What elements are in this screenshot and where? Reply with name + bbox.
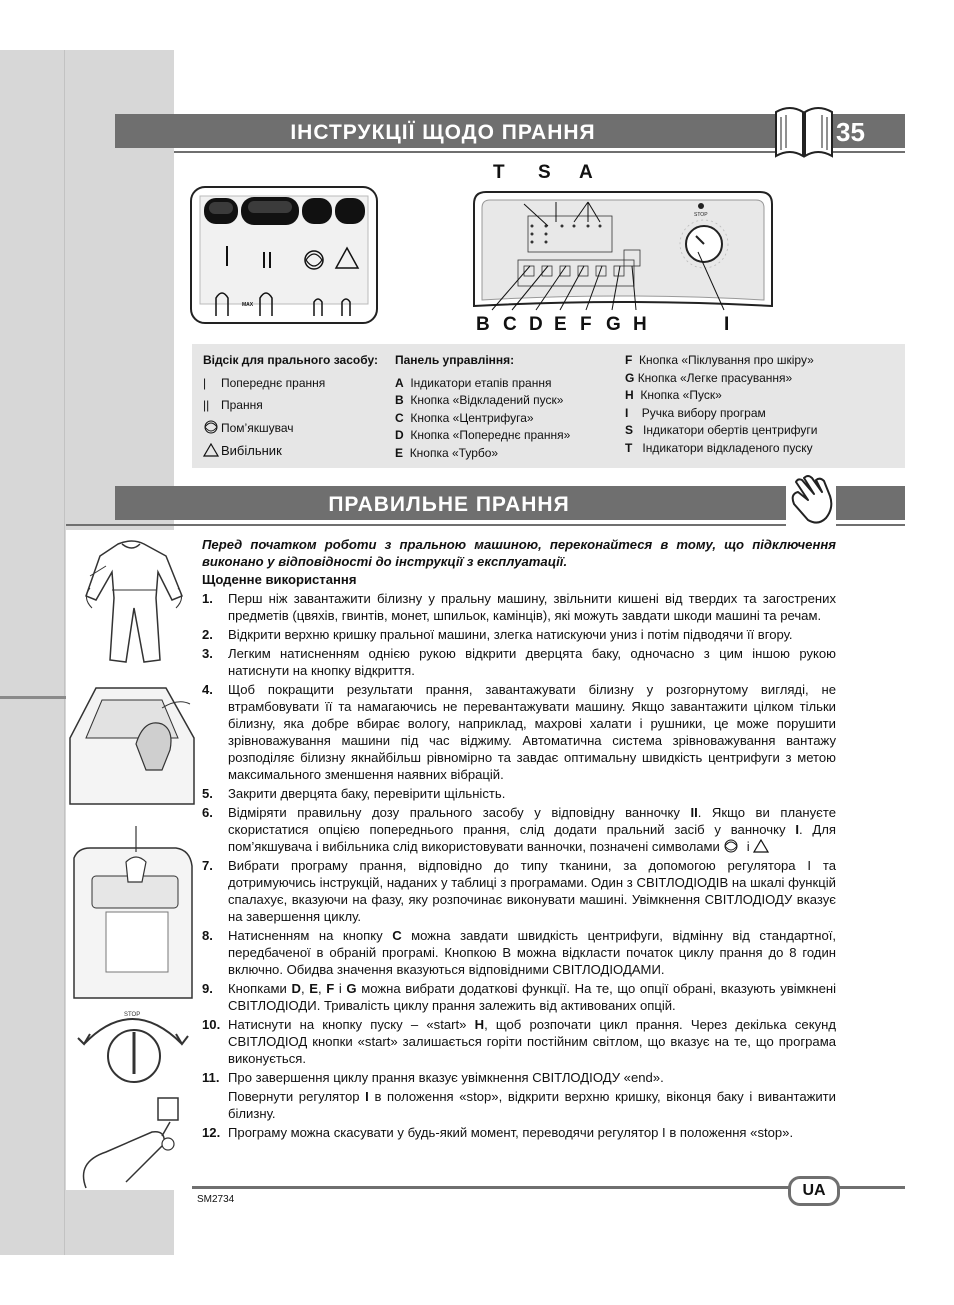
legend-prewash: | Попереднє прання: [203, 375, 326, 390]
legend-item-h: H Кнопка «Пуск»: [625, 388, 722, 402]
label-a: A: [579, 162, 593, 183]
list-item: 1. Перш ніж завантажити білизну у пральну машину, звільнити кишені від твердих та загострених предметів (цвяхів, гвинтів, монет, шпильок, камінців), які можуть завдати шкоди машині та речам.: [202, 591, 836, 623]
list-item: 2. Відкрити верхню кришку пральної машини, злегка натискуючи униз і потім підводячи її вгору.: [202, 627, 793, 642]
language-badge: UA: [788, 1176, 840, 1206]
page-number: 35: [836, 117, 865, 147]
legend-detergent: [203, 352, 393, 460]
label-b: B: [476, 314, 490, 335]
start-button-illustration: [66, 1092, 198, 1192]
legend-item-d: D Кнопка «Попереднє прання»: [395, 428, 571, 442]
list-item: 3. Легким натисненням однією рукою відкрити дверцята баку, одночасно з цим іншою рукою натиснути на кнопку відкриття.: [202, 646, 836, 678]
legend-item-b: B Кнопка «Відкладений пуск»: [395, 393, 564, 407]
list-item: 8. Натисненням на кнопку C можна завдати швидкість центрифуги, відмінну від стандартної, передбаченої в обраній програмі. Кнопкою B можна відкласти початок циклу прання до 8 годин включно. Обидва значення вказуються відповідними СВІТЛОДІОДАМИ.: [202, 928, 837, 977]
label-d: D: [529, 314, 543, 335]
section-title-proper-wash: ПРАВИЛЬНЕ ПРАННЯ: [115, 486, 783, 520]
detergent-drawer-illustration: [66, 822, 198, 1002]
list-item: 11. Про завершення циклу прання вказує увімкнення СВІТЛОДІОДУ «end». Повернути регулятор I в положення «stop», відкрити верхню кришку, віконця баку і вивантажити білизну.: [202, 1070, 836, 1121]
label-e: E: [554, 314, 567, 335]
legend-softener: Пом’якшувач: [203, 420, 393, 438]
stop-mark: STOP: [694, 212, 708, 218]
bleach-triangle-icon: [203, 443, 219, 457]
band-notch: [0, 696, 66, 699]
label-g: G: [606, 314, 621, 335]
control-panel-diagram: [470, 186, 776, 314]
label-t: T: [493, 162, 505, 183]
hand-icon: [786, 474, 836, 528]
svg-text:MAX: MAX: [242, 302, 254, 308]
list-item: 7. Вибрати програму прання, відповідно до типу тканини, за допомогою регулятора I та дотримуючись інструкцій, наданих у таблиці з програмами. Один з СВІТЛОДІОДІВ на шкалі функцій спалахує, вказуючи на фазу, яку розпочинає виконувати машині. Увімкнення СВІТЛОДІОДУ вказує на завершення циклу.: [202, 858, 836, 924]
legend-item-t: T Індикатори відкладеного пуску: [625, 440, 813, 455]
label-h: H: [633, 314, 647, 335]
clothing-illustration: [70, 536, 195, 671]
band-edge: [64, 50, 65, 1255]
legend-item-a: A Індикатори етапів прання: [395, 375, 552, 390]
flower-icon: [723, 839, 739, 853]
detergent-drawer-diagram: [190, 186, 380, 326]
body-text: [202, 536, 836, 1141]
legend-wash: || Прання: [203, 398, 263, 412]
legend-detergent-title: Відсік для прального засобу:: [203, 353, 378, 367]
section-title-instructions: ІНСТРУКЦІЇ ЩОДО ПРАННЯ: [115, 114, 771, 148]
legend-item-i: I Ручка вибору програм: [625, 405, 766, 420]
label-f: F: [580, 314, 592, 335]
legend-item-g: G Кнопка «Легке прасування»: [625, 370, 793, 385]
document-code: SM2734: [197, 1194, 235, 1205]
program-dial-illustration: [66, 1004, 198, 1104]
dial-stop-mark: STOP: [124, 1012, 141, 1018]
book-icon: [772, 100, 836, 158]
bleach-triangle-icon: [753, 839, 769, 853]
list-item: 4. Щоб покращити результати прання, завантажувати білизну у розгорнутому вигляді, не втрамбовувати її та намагаючись не перевантажувати машину. Якщо завантажити цілком тільки білизну, яка добре вбирає вологу, наприклад, махрові халати і рушники, це може порушити зрівноважування машини під час віджиму. Автоматична система зрівноважування вантажу розподіляє білизну якнайбільш рівномірно та завдає оптимальну швидкість центрифуги з метою максимального зменшення наявних вібрацій.: [202, 682, 836, 782]
list-item: 9. Кнопками D, E, F і G можна вибрати додаткові функції. На те, що опції обрані, вказують увімкнені СВІТЛОДІОДИ. Тривалість циклу прання залежить від активованих опцій.: [202, 981, 837, 1013]
list-item: 12. Програму можна скасувати у будь-який момент, переводячи регулятор I в положення «stop».: [202, 1125, 794, 1140]
label-s: S: [538, 162, 551, 183]
list-item: 10. Натиснути на кнопку пуску – «start» H, щоб розпочати цикл прання. Через декілька секунд СВІТЛОДІОД кнопки «start» залишається горіти постійним світлом, що вказує на те, що програма виконується.: [202, 1017, 836, 1066]
list-item: 6. Відміряти правильну дозу прального засобу у відповідну ванночку II. Якщо ви плануєте скористатися опцією попереднього прання, слід додати пральний засіб у ванночку I. Для пом’якшувача і вибільника слід використовувати ванночки, позначені символами і: [202, 805, 836, 854]
legend-item-e: E Кнопка «Турбо»: [395, 445, 499, 460]
list-item: 5. Закрити дверцята баку, перевірити щільність.: [202, 786, 506, 801]
header2-underline: [66, 524, 905, 526]
flower-icon: [203, 420, 219, 434]
label-c: C: [503, 314, 517, 335]
legend-item-c: C Кнопка «Центрифуга»: [395, 410, 534, 425]
legend-more: [625, 352, 900, 457]
legend-panel-title: Панель управління:: [395, 353, 515, 367]
legend-item-s: S Індикатори обертів центрифуги: [625, 423, 818, 437]
open-lid-illustration: [66, 678, 198, 808]
label-i: I: [724, 314, 730, 335]
subtitle-daily-use: Щоденне використання: [202, 572, 357, 587]
legend-bleach: Вибільник: [203, 442, 393, 460]
intro-paragraph: Перед початком роботи з пральною машиною, переконайтеся в тому, що підключення виконано у відповідності до інструкції з експлуатації.: [202, 537, 836, 569]
legend-control-panel: [395, 352, 620, 462]
legend-item-f: F Кнопка «Піклування про шкіру»: [625, 353, 814, 367]
